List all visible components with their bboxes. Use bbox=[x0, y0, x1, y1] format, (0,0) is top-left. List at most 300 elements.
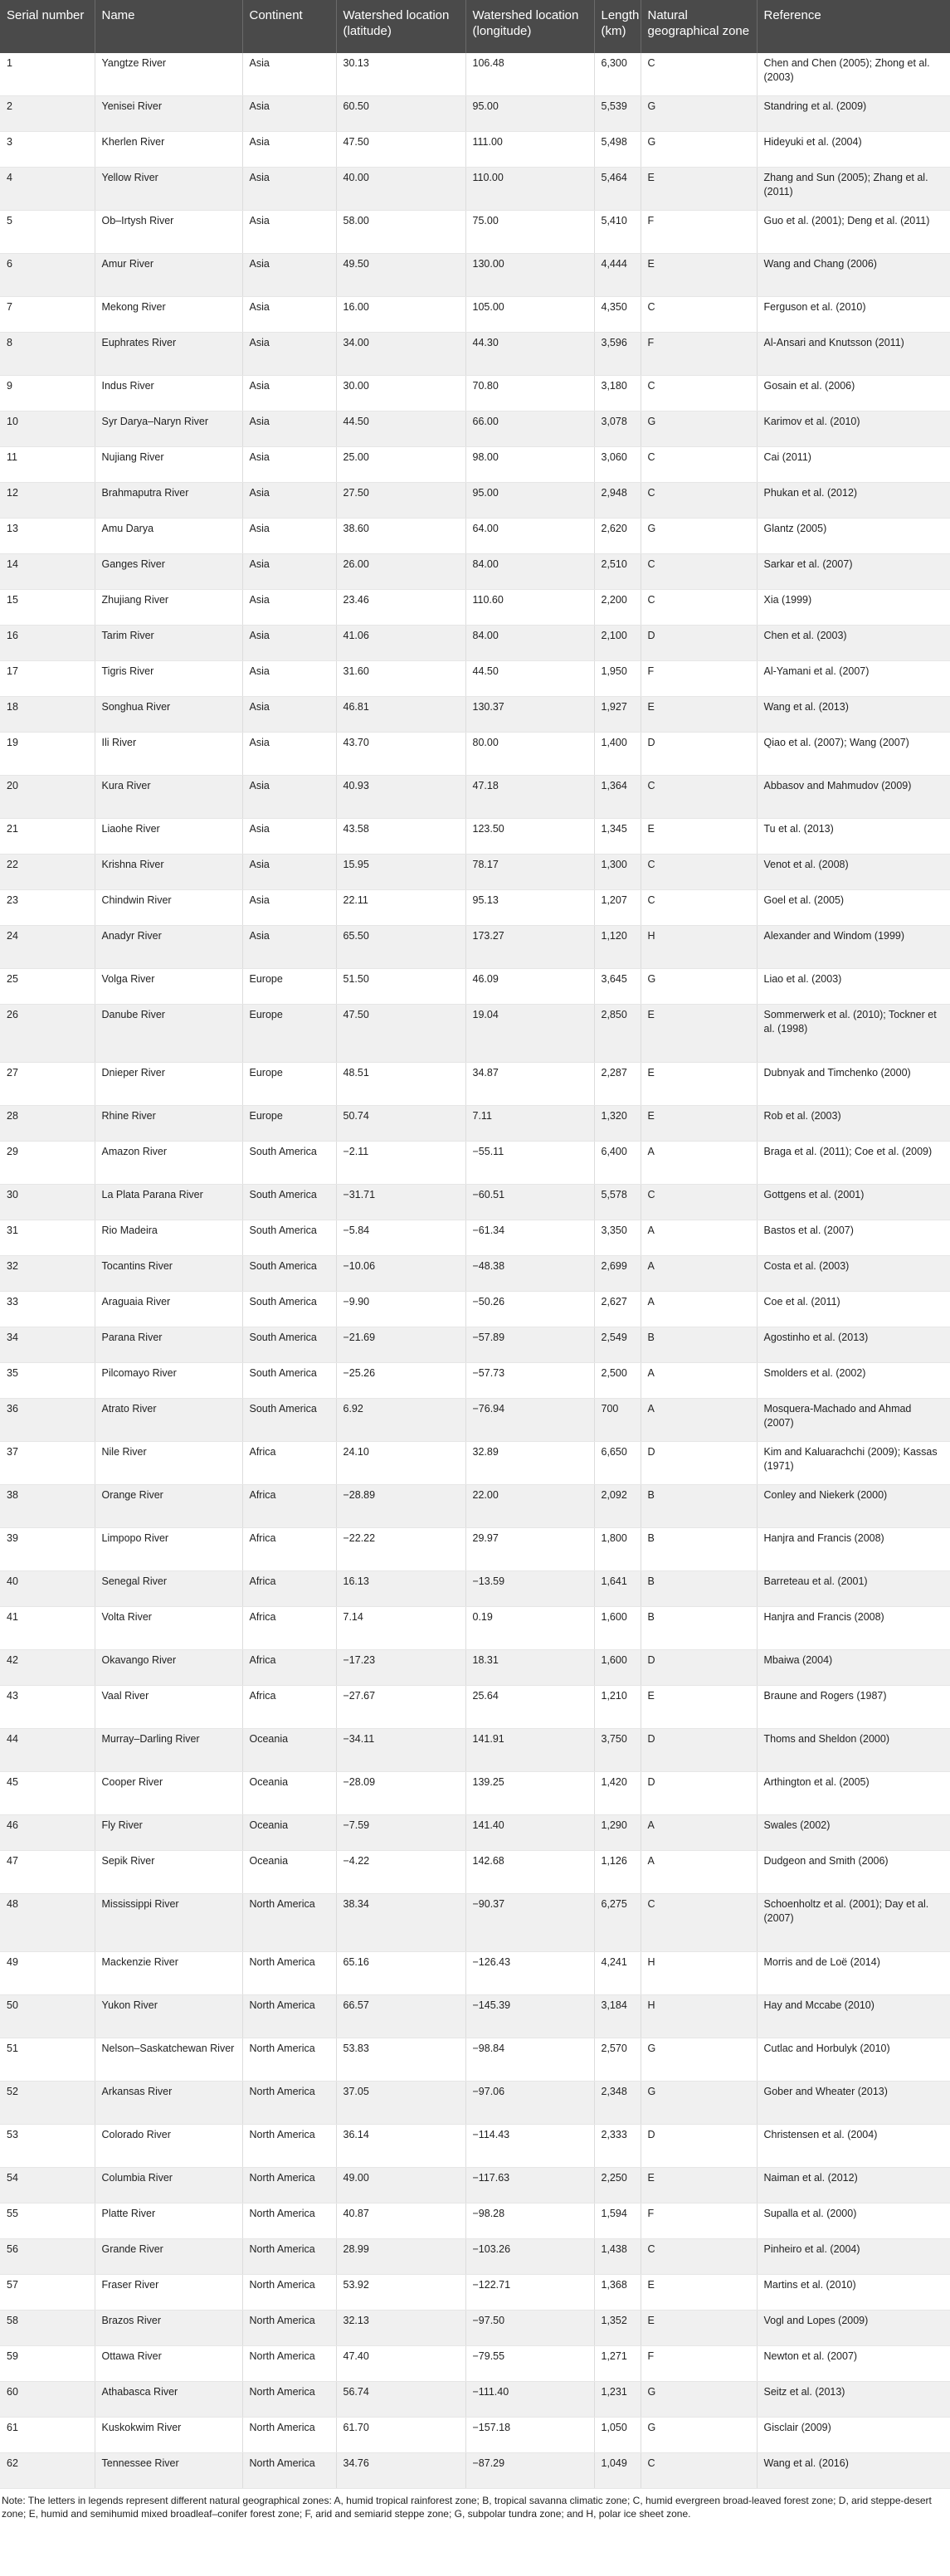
serial-number-cell: 31 bbox=[0, 1220, 95, 1256]
continent-cell: Asia bbox=[242, 254, 336, 297]
longitude-cell: −57.89 bbox=[465, 1327, 594, 1363]
continent-cell: Asia bbox=[242, 855, 336, 890]
longitude-cell: 142.68 bbox=[465, 1851, 594, 1894]
longitude-cell: 44.30 bbox=[465, 333, 594, 376]
length-cell: 2,200 bbox=[594, 590, 641, 626]
name-cell: Vaal River bbox=[95, 1686, 242, 1729]
reference-cell: Agostinho et al. (2013) bbox=[757, 1327, 950, 1363]
name-cell: Syr Darya–Naryn River bbox=[95, 411, 242, 447]
name-cell: Tennessee River bbox=[95, 2453, 242, 2489]
serial-number-cell: 17 bbox=[0, 661, 95, 697]
reference-cell: Thoms and Sheldon (2000) bbox=[757, 1729, 950, 1772]
continent-cell: South America bbox=[242, 1327, 336, 1363]
reference-cell: Al-Ansari and Knutsson (2011) bbox=[757, 333, 950, 376]
name-cell: Fly River bbox=[95, 1815, 242, 1851]
length-cell: 4,444 bbox=[594, 254, 641, 297]
serial-number-cell: 36 bbox=[0, 1399, 95, 1442]
continent-cell: North America bbox=[242, 2239, 336, 2275]
latitude-cell: 41.06 bbox=[336, 626, 465, 661]
serial-number-cell: 5 bbox=[0, 211, 95, 254]
table-row bbox=[0, 926, 950, 969]
length-cell: 2,092 bbox=[594, 1485, 641, 1528]
latitude-cell: 47.50 bbox=[336, 132, 465, 168]
continent-cell: Asia bbox=[242, 819, 336, 855]
latitude-cell: 58.00 bbox=[336, 211, 465, 254]
name-cell: Nelson–Saskatchewan River bbox=[95, 2038, 242, 2082]
reference-cell: Goel et al. (2005) bbox=[757, 890, 950, 926]
name-cell: Rio Madeira bbox=[95, 1220, 242, 1256]
latitude-cell: 34.00 bbox=[336, 333, 465, 376]
longitude-cell: 0.19 bbox=[465, 1607, 594, 1650]
longitude-cell: −98.28 bbox=[465, 2203, 594, 2239]
table-row bbox=[0, 2382, 950, 2418]
serial-number-cell: 50 bbox=[0, 1995, 95, 2038]
length-cell: 3,180 bbox=[594, 376, 641, 411]
latitude-cell: −4.22 bbox=[336, 1851, 465, 1894]
serial-number-cell: 35 bbox=[0, 1363, 95, 1399]
length-cell: 2,850 bbox=[594, 1005, 641, 1063]
reference-cell: Dudgeon and Smith (2006) bbox=[757, 1851, 950, 1894]
reference-cell: Liao et al. (2003) bbox=[757, 969, 950, 1005]
latitude-cell: 30.00 bbox=[336, 376, 465, 411]
serial-number-cell: 60 bbox=[0, 2382, 95, 2418]
reference-cell: Martins et al. (2010) bbox=[757, 2275, 950, 2311]
reference-cell: Costa et al. (2003) bbox=[757, 1256, 950, 1292]
name-cell: Brazos River bbox=[95, 2311, 242, 2346]
latitude-cell: −28.09 bbox=[336, 1772, 465, 1815]
name-cell: Fraser River bbox=[95, 2275, 242, 2311]
reference-cell: Conley and Niekerk (2000) bbox=[757, 1485, 950, 1528]
length-cell: 2,510 bbox=[594, 554, 641, 590]
reference-cell: Dubnyak and Timchenko (2000) bbox=[757, 1063, 950, 1106]
length-cell: 1,368 bbox=[594, 2275, 641, 2311]
table-row bbox=[0, 2346, 950, 2382]
zone-cell: A bbox=[641, 1292, 757, 1327]
continent-cell: North America bbox=[242, 1894, 336, 1952]
length-cell: 3,645 bbox=[594, 969, 641, 1005]
name-cell: Murray–Darling River bbox=[95, 1729, 242, 1772]
reference-cell: Wang et al. (2013) bbox=[757, 697, 950, 733]
reference-cell: Mbaiwa (2004) bbox=[757, 1650, 950, 1686]
name-cell: Amur River bbox=[95, 254, 242, 297]
continent-cell: Africa bbox=[242, 1571, 336, 1607]
serial-number-cell: 25 bbox=[0, 969, 95, 1005]
longitude-cell: −157.18 bbox=[465, 2418, 594, 2453]
reference-cell: Gober and Wheater (2013) bbox=[757, 2082, 950, 2125]
table-row bbox=[0, 1063, 950, 1106]
table-row bbox=[0, 376, 950, 411]
length-cell: 2,620 bbox=[594, 519, 641, 554]
reference-cell: Rob et al. (2003) bbox=[757, 1106, 950, 1142]
serial-number-cell: 42 bbox=[0, 1650, 95, 1686]
name-cell: Tarim River bbox=[95, 626, 242, 661]
zone-cell: A bbox=[641, 1399, 757, 1442]
longitude-cell: 139.25 bbox=[465, 1772, 594, 1815]
serial-number-cell: 54 bbox=[0, 2168, 95, 2203]
latitude-cell: 51.50 bbox=[336, 969, 465, 1005]
serial-number-cell: 51 bbox=[0, 2038, 95, 2082]
name-cell: Krishna River bbox=[95, 855, 242, 890]
serial-number-cell: 29 bbox=[0, 1142, 95, 1185]
continent-cell: Asia bbox=[242, 411, 336, 447]
longitude-cell: 34.87 bbox=[465, 1063, 594, 1106]
name-cell: Athabasca River bbox=[95, 2382, 242, 2418]
zone-cell: G bbox=[641, 2082, 757, 2125]
continent-cell: Africa bbox=[242, 1485, 336, 1528]
reference-cell: Swales (2002) bbox=[757, 1815, 950, 1851]
longitude-cell: 19.04 bbox=[465, 1005, 594, 1063]
length-cell: 4,350 bbox=[594, 297, 641, 333]
serial-number-cell: 46 bbox=[0, 1815, 95, 1851]
reference-cell: Hanjra and Francis (2008) bbox=[757, 1607, 950, 1650]
name-cell: Songhua River bbox=[95, 697, 242, 733]
zone-cell: C bbox=[641, 590, 757, 626]
continent-cell: Asia bbox=[242, 590, 336, 626]
name-cell: Yenisei River bbox=[95, 96, 242, 132]
reference-cell: Coe et al. (2011) bbox=[757, 1292, 950, 1327]
length-cell: 1,600 bbox=[594, 1607, 641, 1650]
table-row bbox=[0, 411, 950, 447]
length-cell: 6,400 bbox=[594, 1142, 641, 1185]
continent-cell: North America bbox=[242, 2311, 336, 2346]
latitude-cell: 38.34 bbox=[336, 1894, 465, 1952]
latitude-cell: −28.89 bbox=[336, 1485, 465, 1528]
latitude-cell: −7.59 bbox=[336, 1815, 465, 1851]
longitude-cell: 18.31 bbox=[465, 1650, 594, 1686]
zone-cell: C bbox=[641, 53, 757, 96]
length-cell: 1,364 bbox=[594, 776, 641, 819]
longitude-cell: 44.50 bbox=[465, 661, 594, 697]
longitude-cell: −90.37 bbox=[465, 1894, 594, 1952]
length-cell: 1,207 bbox=[594, 890, 641, 926]
zone-cell: C bbox=[641, 297, 757, 333]
latitude-cell: 43.70 bbox=[336, 733, 465, 776]
length-cell: 6,650 bbox=[594, 1442, 641, 1485]
longitude-cell: −50.26 bbox=[465, 1292, 594, 1327]
name-cell: Indus River bbox=[95, 376, 242, 411]
zone-cell: E bbox=[641, 168, 757, 211]
table-body bbox=[0, 53, 950, 2489]
table-row bbox=[0, 1185, 950, 1220]
length-cell: 2,549 bbox=[594, 1327, 641, 1363]
table-row bbox=[0, 132, 950, 168]
reference-cell: Al-Yamani et al. (2007) bbox=[757, 661, 950, 697]
serial-number-cell: 57 bbox=[0, 2275, 95, 2311]
length-cell: 1,231 bbox=[594, 2382, 641, 2418]
length-cell: 1,641 bbox=[594, 1571, 641, 1607]
length-cell: 1,345 bbox=[594, 819, 641, 855]
zone-cell: D bbox=[641, 1650, 757, 1686]
serial-number-cell: 48 bbox=[0, 1894, 95, 1952]
zone-cell: G bbox=[641, 2418, 757, 2453]
latitude-cell: −22.22 bbox=[336, 1528, 465, 1571]
reference-cell: Gottgens et al. (2001) bbox=[757, 1185, 950, 1220]
continent-cell: Asia bbox=[242, 132, 336, 168]
reference-cell: Hay and Mccabe (2010) bbox=[757, 1995, 950, 2038]
length-cell: 1,352 bbox=[594, 2311, 641, 2346]
serial-number-cell: 53 bbox=[0, 2125, 95, 2168]
longitude-cell: 141.91 bbox=[465, 1729, 594, 1772]
name-cell: Atrato River bbox=[95, 1399, 242, 1442]
header-latitude: Watershed location (latitude) bbox=[336, 0, 465, 53]
table-row bbox=[0, 2082, 950, 2125]
zone-cell: G bbox=[641, 96, 757, 132]
continent-cell: Asia bbox=[242, 297, 336, 333]
length-cell: 1,927 bbox=[594, 697, 641, 733]
serial-number-cell: 7 bbox=[0, 297, 95, 333]
continent-cell: Asia bbox=[242, 96, 336, 132]
name-cell: Orange River bbox=[95, 1485, 242, 1528]
longitude-cell: 95.13 bbox=[465, 890, 594, 926]
name-cell: Mekong River bbox=[95, 297, 242, 333]
length-cell: 2,333 bbox=[594, 2125, 641, 2168]
table-row bbox=[0, 211, 950, 254]
reference-cell: Karimov et al. (2010) bbox=[757, 411, 950, 447]
latitude-cell: 34.76 bbox=[336, 2453, 465, 2489]
length-cell: 1,120 bbox=[594, 926, 641, 969]
length-cell: 5,410 bbox=[594, 211, 641, 254]
zone-cell: A bbox=[641, 1815, 757, 1851]
table-row bbox=[0, 2168, 950, 2203]
continent-cell: Asia bbox=[242, 168, 336, 211]
serial-number-cell: 47 bbox=[0, 1851, 95, 1894]
longitude-cell: −57.73 bbox=[465, 1363, 594, 1399]
longitude-cell: −114.43 bbox=[465, 2125, 594, 2168]
table-row bbox=[0, 2311, 950, 2346]
header-name: Name bbox=[95, 0, 242, 53]
zone-cell: A bbox=[641, 1363, 757, 1399]
serial-number-cell: 37 bbox=[0, 1442, 95, 1485]
reference-cell: Guo et al. (2001); Deng et al. (2011) bbox=[757, 211, 950, 254]
latitude-cell: 40.93 bbox=[336, 776, 465, 819]
longitude-cell: 130.00 bbox=[465, 254, 594, 297]
zone-cell: C bbox=[641, 855, 757, 890]
table-row bbox=[0, 855, 950, 890]
name-cell: Liaohe River bbox=[95, 819, 242, 855]
reference-cell: Arthington et al. (2005) bbox=[757, 1772, 950, 1815]
length-cell: 1,126 bbox=[594, 1851, 641, 1894]
continent-cell: Asia bbox=[242, 733, 336, 776]
reference-cell: Tu et al. (2013) bbox=[757, 819, 950, 855]
serial-number-cell: 41 bbox=[0, 1607, 95, 1650]
reference-cell: Supalla et al. (2000) bbox=[757, 2203, 950, 2239]
table-row bbox=[0, 1607, 950, 1650]
serial-number-cell: 10 bbox=[0, 411, 95, 447]
table-row bbox=[0, 2453, 950, 2489]
latitude-cell: 15.95 bbox=[336, 855, 465, 890]
longitude-cell: 75.00 bbox=[465, 211, 594, 254]
longitude-cell: 46.09 bbox=[465, 969, 594, 1005]
length-cell: 2,570 bbox=[594, 2038, 641, 2082]
zone-cell: C bbox=[641, 554, 757, 590]
name-cell: Tigris River bbox=[95, 661, 242, 697]
length-cell: 1,271 bbox=[594, 2346, 641, 2382]
zone-cell: D bbox=[641, 1772, 757, 1815]
serial-number-cell: 38 bbox=[0, 1485, 95, 1528]
table-note: Note: The letters in legends represent different natural geographical zones: A, humid tropical rainforest zone; B, tropical savanna climatic zone; C, humid evergreen broad-leaved forest zone; D, arid steppe-desert zone; E, humid and semihumid mixed broadleaf–conifer forest zone; F, arid and semiarid steppe zone; G, subpolar tundra zone; and H, polar ice sheet zone. bbox=[2, 2495, 932, 2520]
serial-number-cell: 2 bbox=[0, 96, 95, 132]
name-cell: La Plata Parana River bbox=[95, 1185, 242, 1220]
longitude-cell: −87.29 bbox=[465, 2453, 594, 2489]
longitude-cell: −145.39 bbox=[465, 1995, 594, 2038]
length-cell: 1,300 bbox=[594, 855, 641, 890]
reference-cell: Venot et al. (2008) bbox=[757, 855, 950, 890]
reference-cell: Gisclair (2009) bbox=[757, 2418, 950, 2453]
name-cell: Limpopo River bbox=[95, 1528, 242, 1571]
longitude-cell: 95.00 bbox=[465, 96, 594, 132]
serial-number-cell: 16 bbox=[0, 626, 95, 661]
latitude-cell: 65.50 bbox=[336, 926, 465, 969]
length-cell: 3,596 bbox=[594, 333, 641, 376]
table-row bbox=[0, 1485, 950, 1528]
serial-number-cell: 61 bbox=[0, 2418, 95, 2453]
latitude-cell: 27.50 bbox=[336, 483, 465, 519]
header-row bbox=[0, 0, 950, 53]
continent-cell: South America bbox=[242, 1220, 336, 1256]
table-row bbox=[0, 2275, 950, 2311]
reference-cell: Seitz et al. (2013) bbox=[757, 2382, 950, 2418]
length-cell: 1,320 bbox=[594, 1106, 641, 1142]
continent-cell: South America bbox=[242, 1142, 336, 1185]
name-cell: Platte River bbox=[95, 2203, 242, 2239]
latitude-cell: 36.14 bbox=[336, 2125, 465, 2168]
length-cell: 1,290 bbox=[594, 1815, 641, 1851]
zone-cell: G bbox=[641, 519, 757, 554]
name-cell: Dnieper River bbox=[95, 1063, 242, 1106]
continent-cell: Oceania bbox=[242, 1772, 336, 1815]
serial-number-cell: 28 bbox=[0, 1106, 95, 1142]
continent-cell: Asia bbox=[242, 483, 336, 519]
zone-cell: E bbox=[641, 254, 757, 297]
continent-cell: Europe bbox=[242, 1106, 336, 1142]
longitude-cell: 29.97 bbox=[465, 1528, 594, 1571]
zone-cell: E bbox=[641, 819, 757, 855]
continent-cell: Asia bbox=[242, 554, 336, 590]
serial-number-cell: 52 bbox=[0, 2082, 95, 2125]
latitude-cell: 23.46 bbox=[336, 590, 465, 626]
serial-number-cell: 30 bbox=[0, 1185, 95, 1220]
continent-cell: North America bbox=[242, 2382, 336, 2418]
table-row bbox=[0, 2239, 950, 2275]
zone-cell: G bbox=[641, 132, 757, 168]
longitude-cell: −79.55 bbox=[465, 2346, 594, 2382]
reference-cell: Naiman et al. (2012) bbox=[757, 2168, 950, 2203]
latitude-cell: 40.87 bbox=[336, 2203, 465, 2239]
serial-number-cell: 62 bbox=[0, 2453, 95, 2489]
reference-cell: Qiao et al. (2007); Wang (2007) bbox=[757, 733, 950, 776]
continent-cell: Asia bbox=[242, 890, 336, 926]
latitude-cell: 60.50 bbox=[336, 96, 465, 132]
zone-cell: H bbox=[641, 1952, 757, 1995]
table-row bbox=[0, 554, 950, 590]
latitude-cell: 47.40 bbox=[336, 2346, 465, 2382]
header-length: Length (km) bbox=[594, 0, 641, 53]
continent-cell: South America bbox=[242, 1256, 336, 1292]
table-row bbox=[0, 1292, 950, 1327]
continent-cell: North America bbox=[242, 2346, 336, 2382]
zone-cell: B bbox=[641, 1607, 757, 1650]
longitude-cell: 111.00 bbox=[465, 132, 594, 168]
latitude-cell: 50.74 bbox=[336, 1106, 465, 1142]
continent-cell: Oceania bbox=[242, 1729, 336, 1772]
name-cell: Columbia River bbox=[95, 2168, 242, 2203]
serial-number-cell: 27 bbox=[0, 1063, 95, 1106]
reference-cell: Vogl and Lopes (2009) bbox=[757, 2311, 950, 2346]
zone-cell: C bbox=[641, 890, 757, 926]
zone-cell: F bbox=[641, 2203, 757, 2239]
length-cell: 1,210 bbox=[594, 1686, 641, 1729]
length-cell: 1,594 bbox=[594, 2203, 641, 2239]
table-row bbox=[0, 1142, 950, 1185]
serial-number-cell: 14 bbox=[0, 554, 95, 590]
name-cell: Euphrates River bbox=[95, 333, 242, 376]
latitude-cell: 16.13 bbox=[336, 1571, 465, 1607]
serial-number-cell: 49 bbox=[0, 1952, 95, 1995]
zone-cell: B bbox=[641, 1528, 757, 1571]
length-cell: 3,184 bbox=[594, 1995, 641, 2038]
latitude-cell: −21.69 bbox=[336, 1327, 465, 1363]
reference-cell: Braune and Rogers (1987) bbox=[757, 1686, 950, 1729]
longitude-cell: −76.94 bbox=[465, 1399, 594, 1442]
zone-cell: C bbox=[641, 2239, 757, 2275]
zone-cell: E bbox=[641, 2311, 757, 2346]
latitude-cell: −10.06 bbox=[336, 1256, 465, 1292]
zone-cell: C bbox=[641, 776, 757, 819]
name-cell: Cooper River bbox=[95, 1772, 242, 1815]
length-cell: 3,078 bbox=[594, 411, 641, 447]
header-reference: Reference bbox=[757, 0, 950, 53]
continent-cell: Africa bbox=[242, 1528, 336, 1571]
reference-cell: Hideyuki et al. (2004) bbox=[757, 132, 950, 168]
zone-cell: G bbox=[641, 411, 757, 447]
latitude-cell: 24.10 bbox=[336, 1442, 465, 1485]
table-row bbox=[0, 53, 950, 96]
serial-number-cell: 22 bbox=[0, 855, 95, 890]
reference-cell: Cutlac and Horbulyk (2010) bbox=[757, 2038, 950, 2082]
continent-cell: Africa bbox=[242, 1686, 336, 1729]
serial-number-cell: 32 bbox=[0, 1256, 95, 1292]
reference-cell: Xia (1999) bbox=[757, 590, 950, 626]
reference-cell: Alexander and Windom (1999) bbox=[757, 926, 950, 969]
reference-cell: Phukan et al. (2012) bbox=[757, 483, 950, 519]
table-row bbox=[0, 168, 950, 211]
table-row bbox=[0, 1952, 950, 1995]
longitude-cell: 105.00 bbox=[465, 297, 594, 333]
length-cell: 6,275 bbox=[594, 1894, 641, 1952]
length-cell: 2,500 bbox=[594, 1363, 641, 1399]
table-row bbox=[0, 1815, 950, 1851]
continent-cell: North America bbox=[242, 2275, 336, 2311]
serial-number-cell: 34 bbox=[0, 1327, 95, 1363]
continent-cell: South America bbox=[242, 1185, 336, 1220]
length-cell: 2,627 bbox=[594, 1292, 641, 1327]
continent-cell: North America bbox=[242, 1995, 336, 2038]
length-cell: 700 bbox=[594, 1399, 641, 1442]
table-row bbox=[0, 733, 950, 776]
continent-cell: North America bbox=[242, 2203, 336, 2239]
continent-cell: Europe bbox=[242, 969, 336, 1005]
longitude-cell: 22.00 bbox=[465, 1485, 594, 1528]
longitude-cell: 130.37 bbox=[465, 697, 594, 733]
name-cell: Yellow River bbox=[95, 168, 242, 211]
length-cell: 2,287 bbox=[594, 1063, 641, 1106]
latitude-cell: 43.58 bbox=[336, 819, 465, 855]
latitude-cell: 22.11 bbox=[336, 890, 465, 926]
name-cell: Ob–Irtysh River bbox=[95, 211, 242, 254]
header-continent: Continent bbox=[242, 0, 336, 53]
length-cell: 4,241 bbox=[594, 1952, 641, 1995]
continent-cell: Africa bbox=[242, 1442, 336, 1485]
